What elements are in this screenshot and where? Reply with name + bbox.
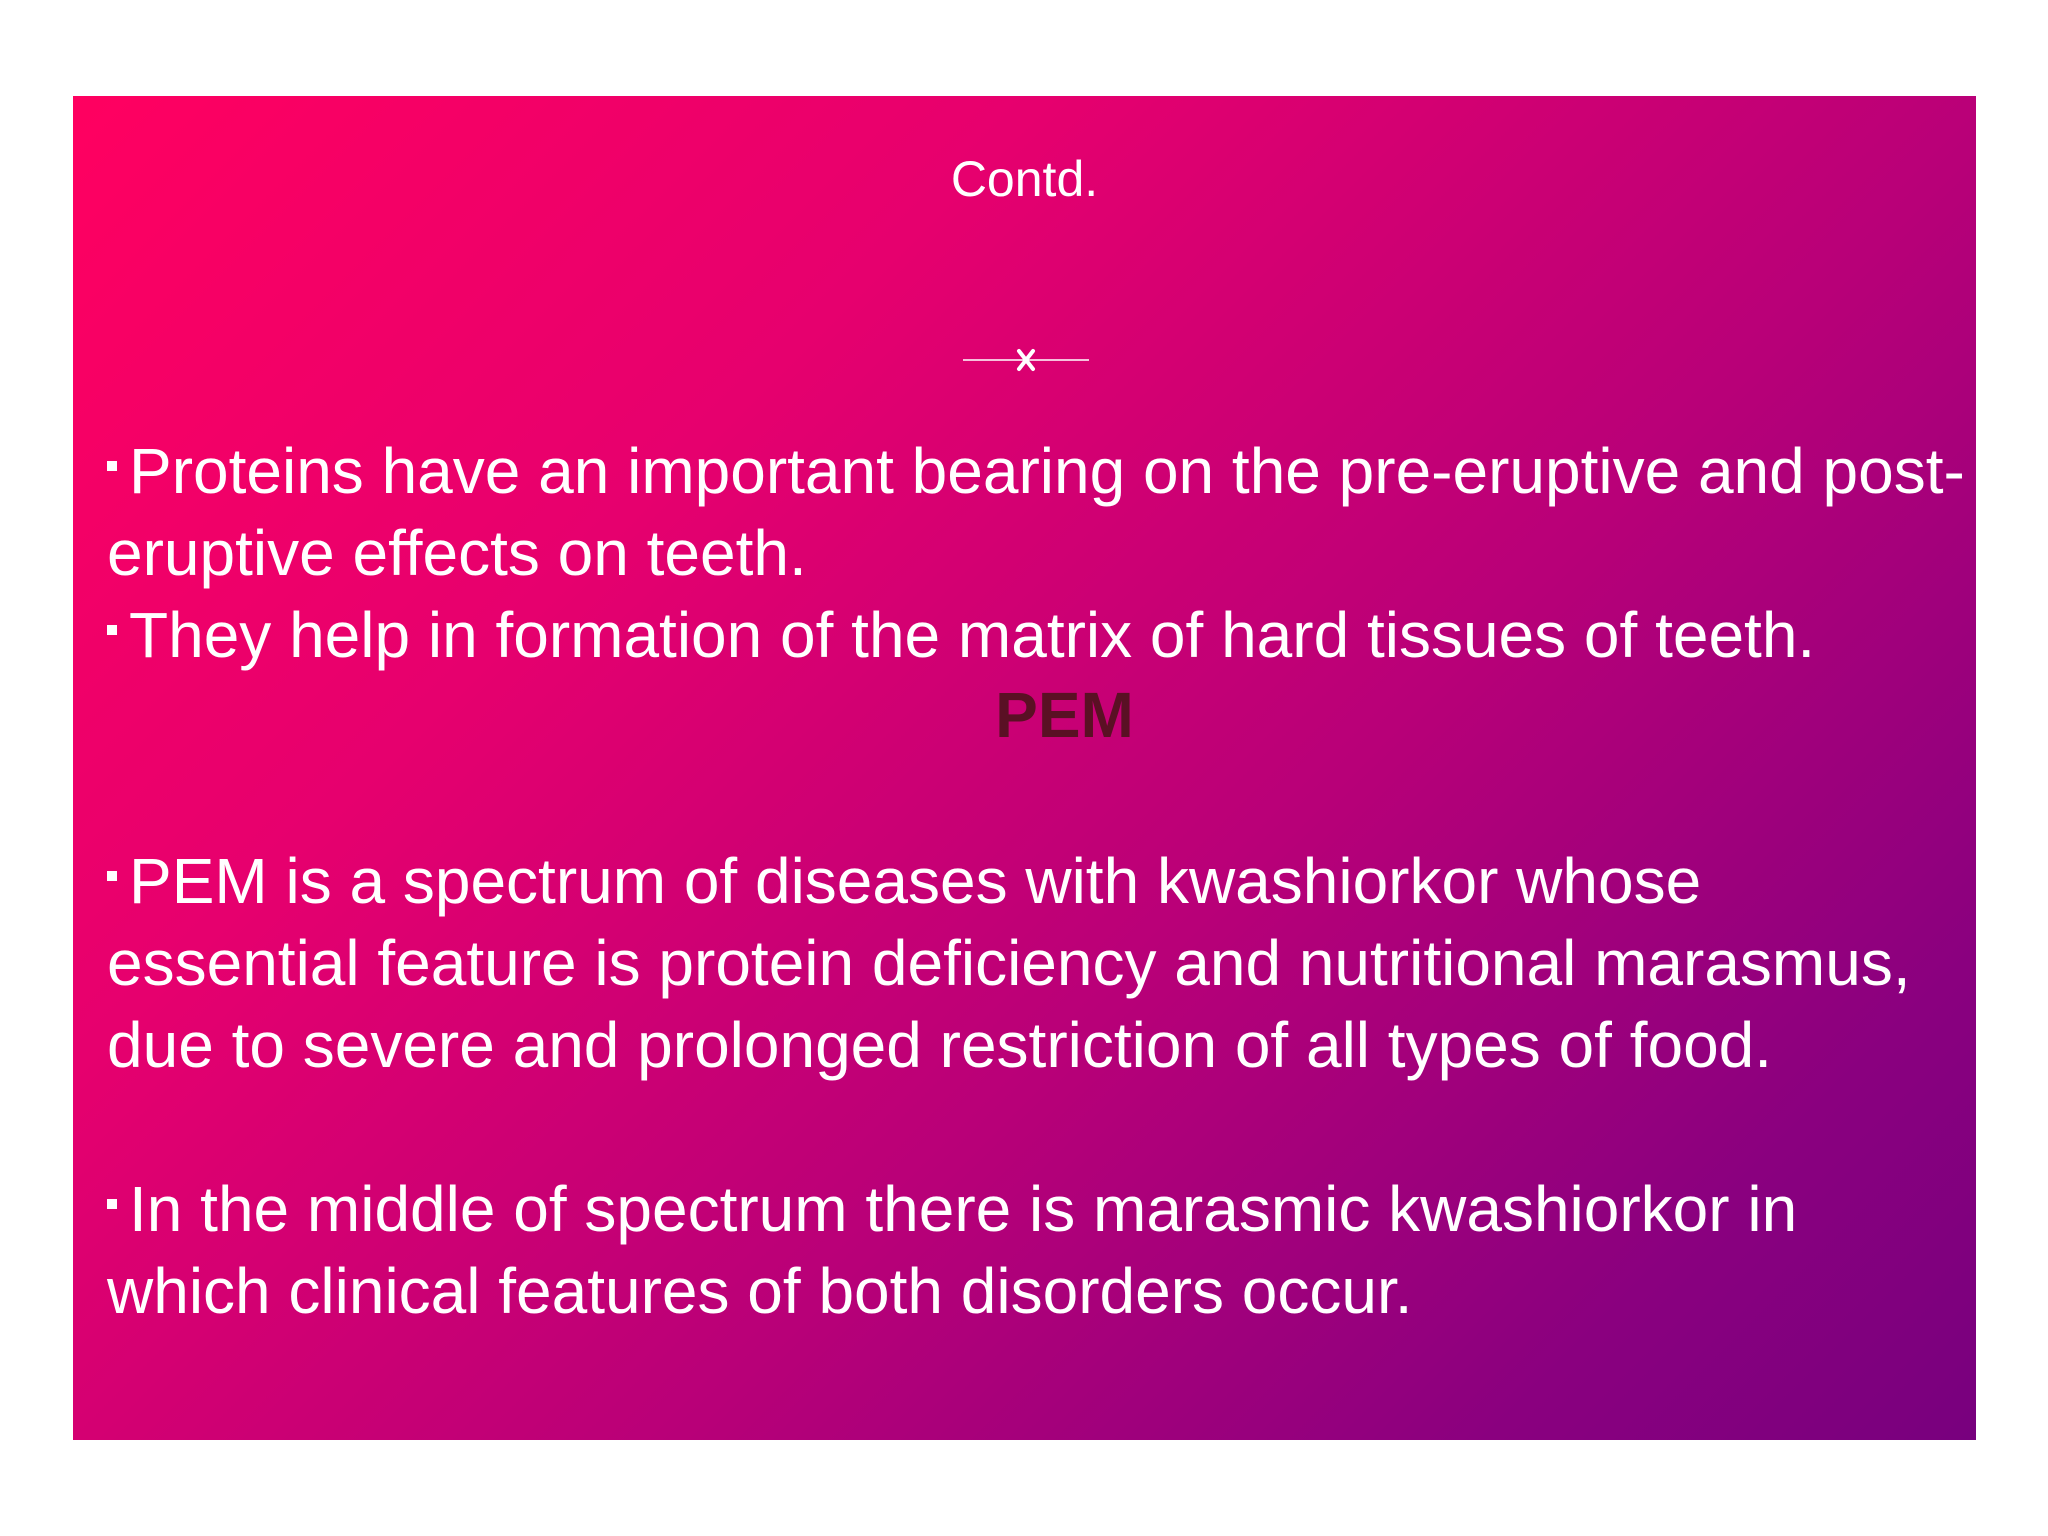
divider-ornament-icon — [963, 342, 1089, 378]
bullet-item — [107, 840, 1967, 1086]
bullet-text: They help in formation of the matrix of hard tissues of teeth. — [129, 599, 1816, 671]
square-bullet-icon — [107, 1199, 117, 1209]
bullet-item — [107, 1168, 1967, 1332]
bullet-text: Proteins have an important bearing on the pre-eruptive and post-eruptive effects on teeth. — [107, 435, 1965, 589]
square-bullet-icon — [107, 625, 117, 635]
section-title: PEM — [995, 679, 1134, 751]
bullet-item — [107, 430, 1967, 594]
bullet-item — [107, 594, 1967, 676]
slide-heading: Contd. — [950, 151, 1099, 207]
slide — [73, 96, 1976, 1440]
square-bullet-icon — [107, 461, 117, 471]
bullet-text: In the middle of spectrum there is marasmic kwashiorkor in which clinical features of both disorders occur. — [107, 1173, 1798, 1327]
bullet-text: PEM is a spectrum of diseases with kwashiorkor whose essential feature is protein deficiency and nutritional marasmus, due to severe and prolonged restriction of all types of food. — [107, 845, 1911, 1081]
square-bullet-icon — [107, 871, 117, 881]
